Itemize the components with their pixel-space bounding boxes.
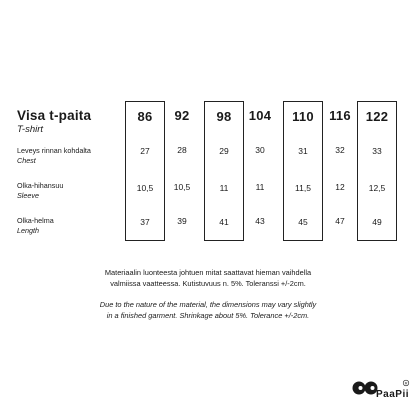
row-label-en: Chest <box>17 156 36 165</box>
note-line: Due to the nature of the material, the dimensions may vary slightly <box>99 300 317 309</box>
sleeve-value: 11,5 <box>295 183 311 193</box>
chest-value: 30 <box>255 145 265 155</box>
chest-value: 31 <box>298 146 308 156</box>
measurement-note-en <box>0 299 416 321</box>
row-label-en: Sleeve <box>17 191 39 200</box>
chest-value: 33 <box>372 146 382 156</box>
size-column-104 <box>240 101 280 241</box>
chest-value: 29 <box>219 146 229 156</box>
product-title: Visa t-paita <box>17 108 92 123</box>
product-header <box>17 108 91 135</box>
size-column-92 <box>162 101 202 241</box>
sleeve-value: 10,5 <box>136 183 154 193</box>
note-line: Materiaalin luonteesta johtuen mitat saattavat hieman vaihdella <box>104 268 312 277</box>
size-label: 116 <box>329 108 351 123</box>
sleeve-value: 11 <box>255 182 265 192</box>
size-column-116 <box>320 101 360 241</box>
size-column-98 <box>204 101 244 241</box>
sleeve-value: 12,5 <box>368 183 386 193</box>
length-value: 37 <box>140 217 150 227</box>
svg-text:R: R <box>404 380 408 386</box>
row-label-en: Length <box>17 226 39 235</box>
length-value: 49 <box>372 217 382 227</box>
length-value: 47 <box>335 216 345 226</box>
size-column-86 <box>125 101 165 241</box>
row-label-fi: Olka-hihansuu <box>17 181 64 190</box>
length-value: 39 <box>177 216 187 226</box>
length-value: 43 <box>255 216 265 226</box>
measurement-note-fi <box>0 267 416 289</box>
chest-value: 32 <box>335 145 345 155</box>
size-label: 110 <box>292 109 314 124</box>
length-value: 41 <box>219 217 229 227</box>
product-subtitle: T-shirt <box>17 124 44 135</box>
size-label: 104 <box>248 108 272 123</box>
size-label: 92 <box>174 108 190 123</box>
size-column-110 <box>283 101 323 241</box>
row-label-sleeve <box>17 181 63 201</box>
sleeve-value: 10,5 <box>173 182 191 192</box>
note-line: in a finished garment. Shrinkage about 5%. Tolerance +/-2cm. <box>106 311 310 320</box>
row-label-chest <box>17 146 91 166</box>
chest-value: 28 <box>177 145 187 155</box>
size-column-122 <box>357 101 397 241</box>
length-value: 45 <box>298 217 308 227</box>
row-label-length <box>17 216 54 236</box>
size-label: 86 <box>137 109 153 124</box>
chest-value: 27 <box>140 146 150 156</box>
row-label-fi: Leveys rinnan kohdalta <box>17 146 91 155</box>
brand-logo <box>344 379 412 405</box>
size-label: 122 <box>365 109 389 124</box>
row-label-fi: Olka-helma <box>17 216 54 225</box>
sleeve-value: 11 <box>219 183 229 193</box>
brand-logo-text: PaaPii <box>376 389 410 400</box>
note-line: valmiissa vaatteessa. Kutistuvuus n. 5%. Toleranssi +/-2cm. <box>110 279 306 288</box>
sleeve-value: 12 <box>335 182 345 192</box>
size-label: 98 <box>216 109 232 124</box>
